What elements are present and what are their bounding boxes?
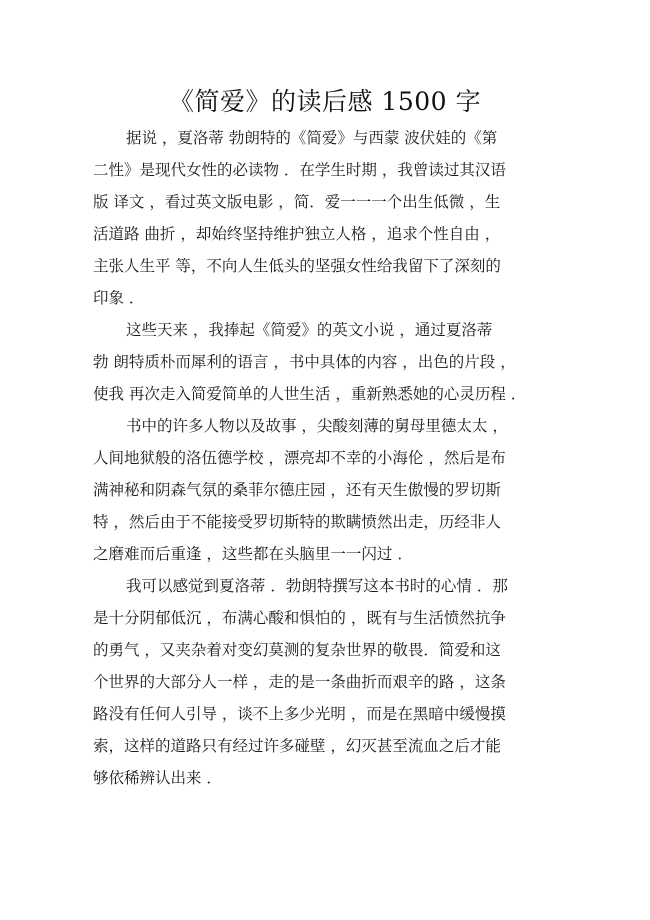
text-line: 我可以感觉到夏洛蒂 ．勃朗特撰写这本书时的心情 ．那 bbox=[126, 577, 508, 595]
text-line: 主张人生平 等，不向人生低头的坚强女性给我留下了深刻的 bbox=[93, 257, 501, 275]
text-line: 满神秘和阴森气氛的桑菲尔德庄园 ，还有天生傲慢的罗切斯 bbox=[93, 481, 501, 499]
text-line: 够依稀辨认出来 ． bbox=[93, 769, 222, 787]
paragraph-1 bbox=[93, 122, 583, 314]
text-line: 的勇气 ，又夹杂着对变幻莫测的复杂世界的敬畏．简爱和这 bbox=[93, 641, 501, 659]
text-line: 路没有任何人引导 ，谈不上多少光明 ，而是在黑暗中缓慢摸 bbox=[93, 705, 506, 723]
text-line: 版 译文 ，看过英文版电影 ，简．爱一一一个出生低微 ，生 bbox=[93, 193, 501, 211]
text-line: 印象 ． bbox=[93, 289, 145, 307]
text-line: 使我 再次走入简爱简单的人世生活 ，重新熟悉她的心灵历程 ． bbox=[93, 385, 527, 403]
text-line: 个世界的大部分人一样 ，走的是一条曲折而艰辛的路 ，这条 bbox=[93, 673, 506, 691]
text-line: 据说 ，夏洛蒂 勃朗特的《简爱》与西蒙 波伏娃的《第 bbox=[126, 129, 498, 147]
text-line: 之磨难而后重逢 ，这些都在头脑里一一闪过 ． bbox=[93, 545, 413, 563]
document-body bbox=[93, 122, 583, 794]
text-line: 特 ，然后由于不能接受罗切斯特的欺瞒愤然出走，历经非人 bbox=[93, 513, 501, 531]
text-line: 人间地狱般的洛伍德学校 ，漂亮却不幸的小海伦 ，然后是布 bbox=[93, 449, 506, 467]
text-line: 这些天来 ，我捧起《简爱》的英文小说 ，通过夏洛蒂 bbox=[126, 321, 493, 339]
paragraph-2 bbox=[93, 314, 583, 410]
paragraph-3 bbox=[93, 410, 583, 570]
document-title: 《简爱》的读后感 1500 字 bbox=[168, 87, 482, 116]
paragraph-4 bbox=[93, 570, 583, 794]
text-line: 勃 朗特质朴而犀利的语言 ，书中具体的内容 ，出色的片段 ， bbox=[93, 353, 516, 371]
text-line: 二性》是现代女性的必读物 ．在学生时期 ，我曾读过其汉语 bbox=[93, 161, 506, 179]
text-line: 活道路 曲折 ，却始终坚持维护独立人格 ，追求个性自由 ， bbox=[93, 225, 501, 243]
text-line: 是十分阴郁低沉 ，布满心酸和惧怕的 ，既有与生活愤然抗争 bbox=[93, 609, 506, 627]
text-line: 索，这样的道路只有经过许多碰壁 ，幻灭甚至流血之后才能 bbox=[93, 737, 501, 755]
text-line: 书中的许多人物以及故事 ，尖酸刻薄的舅母里德太太 ， bbox=[126, 417, 508, 435]
